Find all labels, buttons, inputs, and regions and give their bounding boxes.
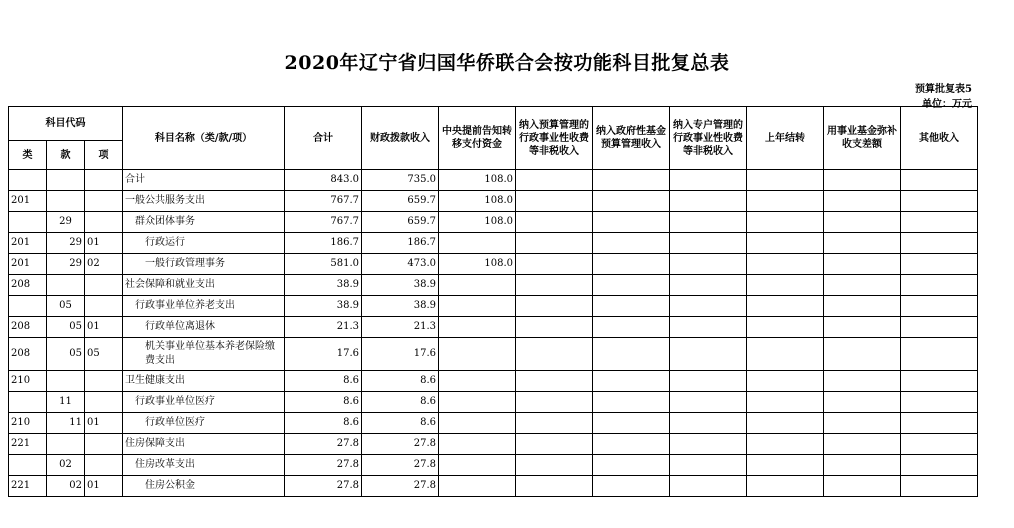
cell-lei: 221 — [9, 476, 47, 497]
cell-budget-mgmt — [516, 317, 593, 338]
cell-budget-mgmt — [516, 233, 593, 254]
cell-fund-balance — [824, 233, 901, 254]
header-total: 合计 — [285, 107, 362, 170]
cell-xiang: 02 — [85, 254, 123, 275]
cell-fiscal: 38.9 — [362, 296, 439, 317]
cell-central — [439, 476, 516, 497]
cell-gov-fund — [593, 170, 670, 191]
cell-central: 108.0 — [439, 170, 516, 191]
cell-name: 合计 — [123, 170, 285, 191]
cell-gov-fund — [593, 191, 670, 212]
cell-budget-mgmt — [516, 371, 593, 392]
cell-xiang: 01 — [85, 476, 123, 497]
cell-special — [670, 275, 747, 296]
header-xiang: 项 — [85, 141, 123, 170]
cell-name: 行政单位医疗 — [123, 413, 285, 434]
cell-fund-balance — [824, 476, 901, 497]
cell-total: 27.8 — [285, 455, 362, 476]
cell-carryover — [747, 434, 824, 455]
cell-fiscal: 659.7 — [362, 191, 439, 212]
cell-carryover — [747, 371, 824, 392]
cell-fund-balance — [824, 455, 901, 476]
page-title: 2020年辽宁省归国华侨联合会按功能科目批复总表 — [284, 52, 730, 74]
table-row — [9, 338, 978, 371]
cell-fiscal: 38.9 — [362, 275, 439, 296]
cell-carryover — [747, 233, 824, 254]
cell-gov-fund — [593, 434, 670, 455]
cell-special — [670, 413, 747, 434]
cell-other — [901, 317, 978, 338]
cell-carryover — [747, 392, 824, 413]
cell-kuan — [47, 275, 85, 296]
cell-carryover — [747, 296, 824, 317]
table-row — [9, 212, 978, 233]
cell-fund-balance — [824, 371, 901, 392]
cell-xiang — [85, 392, 123, 413]
cell-name: 行政运行 — [123, 233, 285, 254]
cell-budget-mgmt — [516, 212, 593, 233]
cell-other — [901, 212, 978, 233]
cell-central — [439, 296, 516, 317]
header-budget-mgmt: 纳入预算管理的行政事业性收费等非税收入 — [516, 107, 593, 170]
header-central: 中央提前告知转移支付资金 — [439, 107, 516, 170]
cell-special — [670, 455, 747, 476]
cell-total: 8.6 — [285, 371, 362, 392]
cell-fiscal: 8.6 — [362, 413, 439, 434]
cell-kuan — [47, 170, 85, 191]
cell-other — [901, 455, 978, 476]
cell-gov-fund — [593, 476, 670, 497]
cell-central — [439, 434, 516, 455]
cell-xiang — [85, 371, 123, 392]
table-row — [9, 170, 978, 191]
cell-carryover — [747, 170, 824, 191]
cell-xiang: 01 — [85, 413, 123, 434]
cell-xiang — [85, 212, 123, 233]
cell-carryover — [747, 317, 824, 338]
header-lei: 类 — [9, 141, 47, 170]
cell-gov-fund — [593, 254, 670, 275]
cell-total: 38.9 — [285, 275, 362, 296]
table-row — [9, 371, 978, 392]
cell-other — [901, 233, 978, 254]
cell-carryover — [747, 254, 824, 275]
cell-carryover — [747, 191, 824, 212]
form-code: 预算批复表5 — [915, 84, 972, 95]
cell-gov-fund — [593, 371, 670, 392]
cell-fiscal: 473.0 — [362, 254, 439, 275]
cell-lei — [9, 212, 47, 233]
header-kuan: 款 — [47, 141, 85, 170]
cell-fiscal: 27.8 — [362, 455, 439, 476]
cell-kuan: 02 — [47, 476, 85, 497]
cell-total: 8.6 — [285, 413, 362, 434]
cell-fund-balance — [824, 392, 901, 413]
cell-name: 卫生健康支出 — [123, 371, 285, 392]
cell-gov-fund — [593, 338, 670, 371]
cell-lei: 208 — [9, 338, 47, 371]
cell-xiang — [85, 434, 123, 455]
cell-carryover — [747, 275, 824, 296]
header-fund-balance: 用事业基金弥补收支差额 — [824, 107, 901, 170]
cell-special — [670, 212, 747, 233]
cell-kuan: 29 — [47, 254, 85, 275]
cell-total: 27.8 — [285, 434, 362, 455]
cell-fund-balance — [824, 212, 901, 233]
cell-other — [901, 371, 978, 392]
header-fiscal: 财政拨款收入 — [362, 107, 439, 170]
cell-central: 108.0 — [439, 254, 516, 275]
header-carryover: 上年结转 — [747, 107, 824, 170]
cell-budget-mgmt — [516, 296, 593, 317]
cell-xiang — [85, 296, 123, 317]
cell-other — [901, 191, 978, 212]
cell-budget-mgmt — [516, 476, 593, 497]
cell-total: 186.7 — [285, 233, 362, 254]
cell-fiscal: 659.7 — [362, 212, 439, 233]
table-row — [9, 434, 978, 455]
cell-special — [670, 170, 747, 191]
cell-total: 8.6 — [285, 392, 362, 413]
cell-other — [901, 254, 978, 275]
cell-carryover — [747, 455, 824, 476]
cell-fund-balance — [824, 413, 901, 434]
cell-name: 群众团体事务 — [123, 212, 285, 233]
cell-lei: 201 — [9, 254, 47, 275]
table-row — [9, 296, 978, 317]
cell-lei: 221 — [9, 434, 47, 455]
cell-budget-mgmt — [516, 338, 593, 371]
cell-total: 27.8 — [285, 476, 362, 497]
cell-lei: 210 — [9, 413, 47, 434]
cell-budget-mgmt — [516, 434, 593, 455]
cell-xiang: 01 — [85, 317, 123, 338]
cell-lei: 210 — [9, 371, 47, 392]
cell-special — [670, 296, 747, 317]
table-row — [9, 392, 978, 413]
cell-special — [670, 233, 747, 254]
cell-kuan — [47, 371, 85, 392]
cell-kuan — [47, 191, 85, 212]
cell-fund-balance — [824, 191, 901, 212]
cell-gov-fund — [593, 455, 670, 476]
cell-kuan: 11 — [47, 392, 85, 413]
cell-lei: 201 — [9, 233, 47, 254]
cell-kuan: 05 — [47, 296, 85, 317]
cell-xiang — [85, 191, 123, 212]
cell-total: 581.0 — [285, 254, 362, 275]
cell-special — [670, 254, 747, 275]
cell-total: 767.7 — [285, 212, 362, 233]
cell-central — [439, 413, 516, 434]
cell-fiscal: 27.8 — [362, 434, 439, 455]
cell-gov-fund — [593, 275, 670, 296]
cell-lei: 201 — [9, 191, 47, 212]
cell-xiang — [85, 170, 123, 191]
cell-fiscal: 8.6 — [362, 371, 439, 392]
cell-other — [901, 392, 978, 413]
cell-gov-fund — [593, 413, 670, 434]
table-row — [9, 275, 978, 296]
cell-special — [670, 317, 747, 338]
cell-kuan: 05 — [47, 338, 85, 371]
cell-gov-fund — [593, 296, 670, 317]
header-special: 纳入专户管理的行政事业性收费等非税收入 — [670, 107, 747, 170]
cell-special — [670, 434, 747, 455]
cell-gov-fund — [593, 233, 670, 254]
cell-budget-mgmt — [516, 254, 593, 275]
budget-table — [8, 106, 978, 497]
table-row — [9, 254, 978, 275]
cell-total: 21.3 — [285, 317, 362, 338]
header-subject-name: 科目名称（类/款/项） — [123, 107, 285, 170]
cell-fund-balance — [824, 296, 901, 317]
table-row — [9, 191, 978, 212]
cell-other — [901, 476, 978, 497]
header-subject-code: 科目代码 — [9, 107, 123, 141]
cell-central — [439, 275, 516, 296]
cell-name: 行政单位离退休 — [123, 317, 285, 338]
cell-budget-mgmt — [516, 191, 593, 212]
cell-name: 一般公共服务支出 — [123, 191, 285, 212]
table-row — [9, 233, 978, 254]
cell-carryover — [747, 476, 824, 497]
cell-kuan: 05 — [47, 317, 85, 338]
cell-special — [670, 338, 747, 371]
cell-budget-mgmt — [516, 455, 593, 476]
cell-other — [901, 275, 978, 296]
cell-lei — [9, 170, 47, 191]
cell-total: 38.9 — [285, 296, 362, 317]
cell-carryover — [747, 413, 824, 434]
cell-other — [901, 170, 978, 191]
cell-lei — [9, 296, 47, 317]
cell-budget-mgmt — [516, 275, 593, 296]
cell-kuan: 02 — [47, 455, 85, 476]
header-gov-fund: 纳入政府性基金预算管理收入 — [593, 107, 670, 170]
cell-central — [439, 371, 516, 392]
cell-special — [670, 371, 747, 392]
cell-gov-fund — [593, 212, 670, 233]
cell-kuan: 29 — [47, 233, 85, 254]
cell-budget-mgmt — [516, 392, 593, 413]
cell-total: 17.6 — [285, 338, 362, 371]
unit-label: 单位：万元 — [922, 99, 972, 110]
cell-lei: 208 — [9, 275, 47, 296]
cell-fund-balance — [824, 338, 901, 371]
cell-carryover — [747, 338, 824, 371]
cell-name: 住房改革支出 — [123, 455, 285, 476]
cell-special — [670, 392, 747, 413]
cell-other — [901, 296, 978, 317]
cell-special — [670, 476, 747, 497]
cell-lei: 208 — [9, 317, 47, 338]
cell-fiscal: 735.0 — [362, 170, 439, 191]
cell-fund-balance — [824, 254, 901, 275]
header-other: 其他收入 — [901, 107, 978, 170]
cell-fund-balance — [824, 170, 901, 191]
cell-central — [439, 338, 516, 371]
table-row — [9, 413, 978, 434]
cell-kuan — [47, 434, 85, 455]
cell-budget-mgmt — [516, 170, 593, 191]
cell-central — [439, 317, 516, 338]
table-row — [9, 317, 978, 338]
cell-name: 住房公积金 — [123, 476, 285, 497]
cell-fiscal: 186.7 — [362, 233, 439, 254]
cell-other — [901, 413, 978, 434]
cell-fiscal: 17.6 — [362, 338, 439, 371]
cell-kuan: 11 — [47, 413, 85, 434]
cell-central — [439, 392, 516, 413]
table-row — [9, 455, 978, 476]
cell-fiscal: 27.8 — [362, 476, 439, 497]
cell-total: 767.7 — [285, 191, 362, 212]
cell-name: 住房保障支出 — [123, 434, 285, 455]
table-row — [9, 476, 978, 497]
cell-other — [901, 434, 978, 455]
cell-name: 行政事业单位养老支出 — [123, 296, 285, 317]
cell-xiang: 01 — [85, 233, 123, 254]
cell-kuan: 29 — [47, 212, 85, 233]
cell-name: 行政事业单位医疗 — [123, 392, 285, 413]
cell-fund-balance — [824, 317, 901, 338]
cell-lei — [9, 455, 47, 476]
cell-fund-balance — [824, 275, 901, 296]
cell-xiang — [85, 455, 123, 476]
cell-carryover — [747, 212, 824, 233]
cell-name: 社会保障和就业支出 — [123, 275, 285, 296]
cell-gov-fund — [593, 317, 670, 338]
cell-central — [439, 233, 516, 254]
cell-xiang: 05 — [85, 338, 123, 371]
cell-fiscal: 8.6 — [362, 392, 439, 413]
cell-gov-fund — [593, 392, 670, 413]
cell-name: 一般行政管理事务 — [123, 254, 285, 275]
cell-name: 机关事业单位基本养老保险缴费支出 — [123, 338, 285, 371]
cell-fiscal: 21.3 — [362, 317, 439, 338]
cell-lei — [9, 392, 47, 413]
cell-central: 108.0 — [439, 191, 516, 212]
cell-xiang — [85, 275, 123, 296]
cell-central: 108.0 — [439, 212, 516, 233]
cell-budget-mgmt — [516, 413, 593, 434]
cell-central — [439, 455, 516, 476]
cell-fund-balance — [824, 434, 901, 455]
cell-total: 843.0 — [285, 170, 362, 191]
cell-special — [670, 191, 747, 212]
cell-other — [901, 338, 978, 371]
